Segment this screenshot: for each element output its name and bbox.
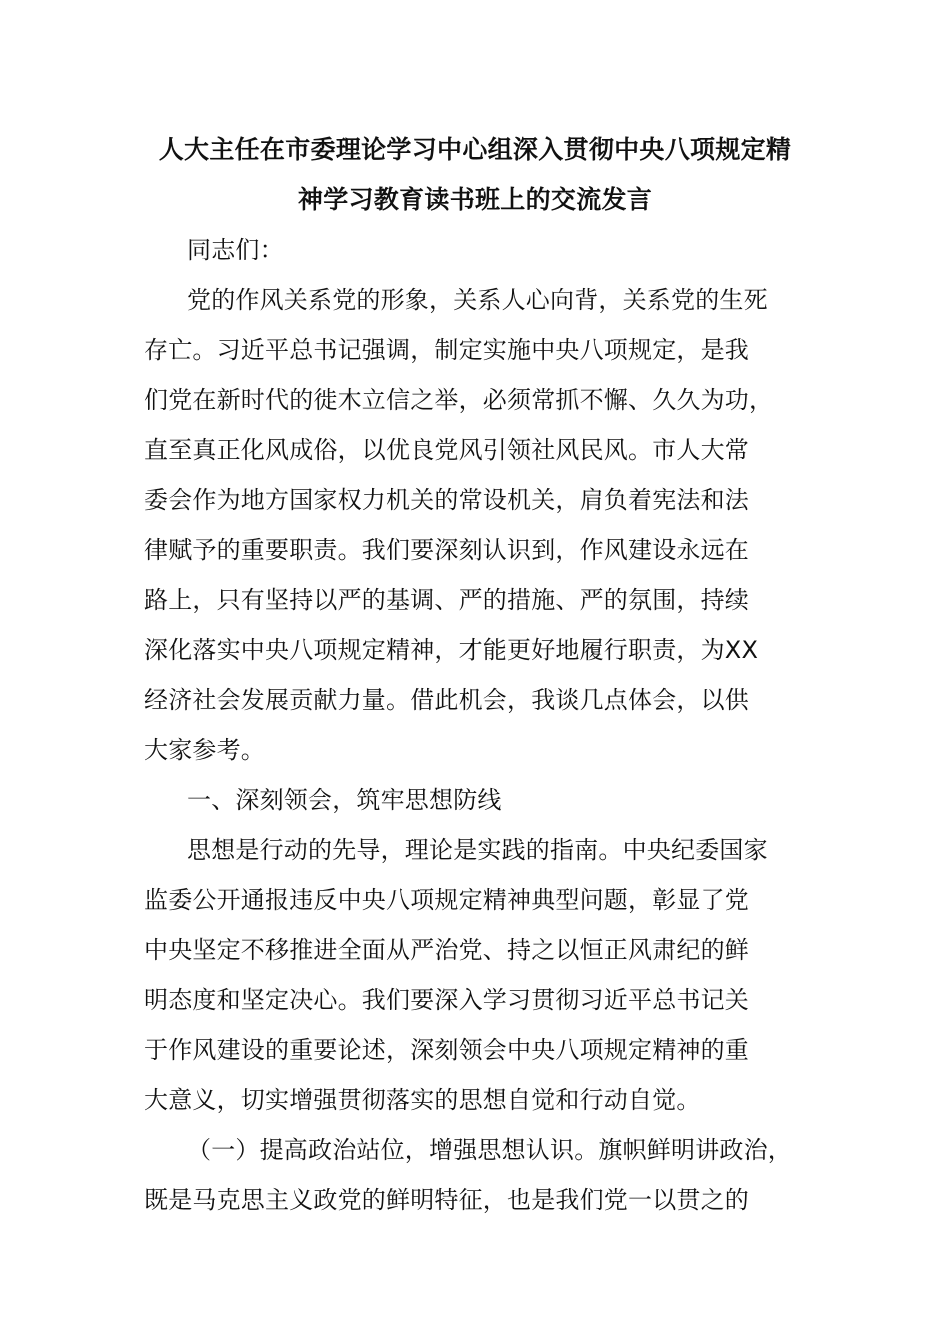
body-line: 思想是行动的先导，理论是实践的指南。中央纪委国家 xyxy=(187,836,768,864)
body-line: 经济社会发展贡献力量。借此机会，我谈几点体会，以供 xyxy=(144,686,749,714)
section-heading: 一、深刻领会，筑牢思想防线 xyxy=(187,786,502,814)
body-line: 既是马克思主义政党的鲜明特征，也是我们党一以贯之的 xyxy=(144,1186,749,1214)
body-line: 中央坚定不移推进全面从严治党、持之以恒正风肃纪的鲜 xyxy=(144,936,749,964)
body-line: 存亡。习近平总书记强调，制定实施中央八项规定，是我 xyxy=(144,336,749,364)
body-line: 大意义，切实增强贯彻落实的思想自觉和行动自觉。 xyxy=(144,1086,701,1114)
body-line: 们党在新时代的徙木立信之举，必须常抓不懈、久久为功， xyxy=(144,386,774,414)
body-line: 党的作风关系党的形象，关系人心向背，关系党的生死 xyxy=(187,286,768,314)
body-line: 于作风建设的重要论述，深刻领会中央八项规定精神的重 xyxy=(144,1036,749,1064)
subsection-line: （一）提高政治站位，增强思想认识。旗帜鲜明讲政治， xyxy=(187,1136,792,1164)
body-line: 直至真正化风成俗，以优良党风引领社风民风。市人大常 xyxy=(144,436,749,464)
body-line: 明态度和坚定决心。我们要深入学习贯彻习近平总书记关 xyxy=(144,986,749,1014)
body-line: 大家参考。 xyxy=(144,736,265,764)
document-title-line-2: 神学习教育读书班上的交流发言 xyxy=(297,185,653,214)
document-title-line-1: 人大主任在市委理论学习中心组深入贯彻中央八项规定精 xyxy=(158,135,792,164)
body-line: 路上，只有坚持以严的基调、严的措施、严的氛围，持续 xyxy=(144,586,749,614)
body-line: 委会作为地方国家权力机关的常设机关，肩负着宪法和法 xyxy=(144,486,749,514)
salutation: 同志们： xyxy=(187,236,284,264)
body-line: 律赋予的重要职责。我们要深刻认识到，作风建设永远在 xyxy=(144,536,749,564)
body-line: 深化落实中央八项规定精神，才能更好地履行职责，为XX xyxy=(144,636,759,664)
body-line: 监委公开通报违反中央八项规定精神典型问题，彰显了党 xyxy=(144,886,749,914)
